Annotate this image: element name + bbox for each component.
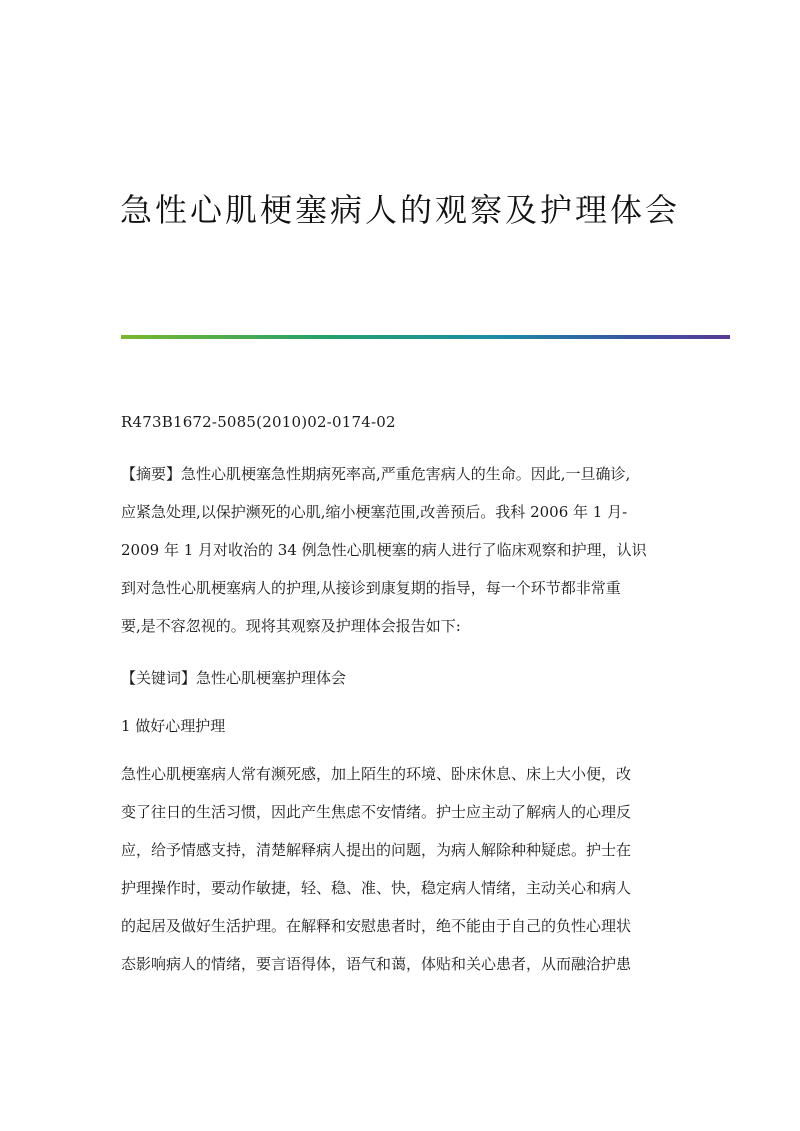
section-line: 急性心肌梗塞病人常有濒死感，加上陌生的环境、卧床休息、床上大小便，改 <box>121 765 632 783</box>
abstract-line: 【摘要】急性心肌梗塞急性期病死率高,严重危害病人的生命。因此,一旦确诊, <box>121 465 631 483</box>
section-line: 的起居及做好生活护理。在解释和安慰患者时，绝不能由于自己的负性心理状 <box>121 917 632 935</box>
keywords-line: 【关键词】急性心肌梗塞护理体会 <box>121 669 347 687</box>
section-heading: 1 做好心理护理 <box>121 717 226 735</box>
section-line: 应，给予情感支持，清楚解释病人提出的问题，为病人解除种种疑虑。护士在 <box>121 841 632 859</box>
section-line: 变了往日的生活习惯，因此产生焦虑不安情绪。护士应主动了解病人的心理反 <box>121 803 632 821</box>
section-paragraph <box>121 755 661 983</box>
classification-code: R473B1672-5085(2010)02-0174-02 <box>121 413 396 431</box>
document-body <box>121 410 661 997</box>
title-divider <box>121 335 730 339</box>
abstract-line: 应紧急处理,以保护濒死的心肌,缩小梗塞范围,改善预后。我科 2006 年 1 月- <box>121 503 628 521</box>
page-title: 急性心肌梗塞病人的观察及护理体会 <box>119 191 680 229</box>
abstract-paragraph <box>121 455 661 645</box>
section-line: 护理操作时，要动作敏捷，轻、稳、准、快，稳定病人情绪，主动关心和病人 <box>121 879 632 897</box>
abstract-line: 到对急性心肌梗塞病人的护理,从接诊到康复期的指导，每一个环节都非常重 <box>121 579 621 597</box>
section-line: 态影响病人的情绪，要言语得体，语气和蔼，体贴和关心患者，从而融洽护患 <box>121 955 632 973</box>
abstract-line: 2009 年 1 月对收治的 34 例急性心肌梗塞的病人进行了临床观察和护理，认识 <box>121 541 647 559</box>
abstract-line: 要,是不容忽视的。现将其观察及护理体会报告如下: <box>121 617 461 635</box>
